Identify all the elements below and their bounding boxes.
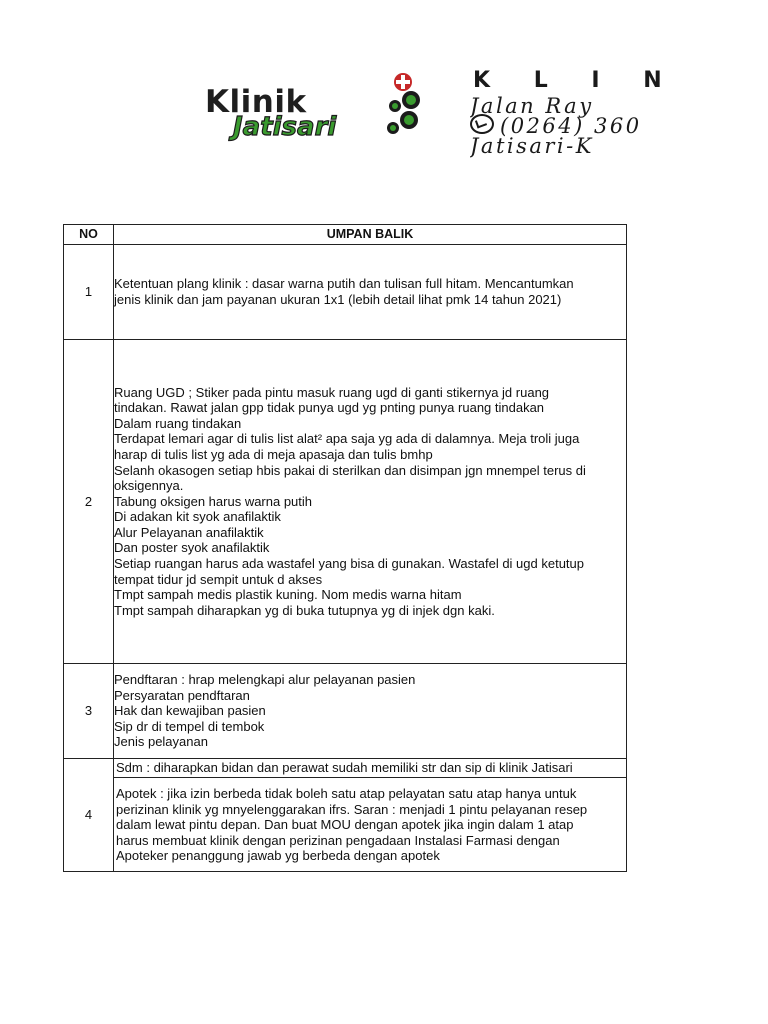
- row-feedback: [114, 759, 627, 872]
- header-no: NO: [64, 225, 114, 245]
- logo-word-jatisari: Jatisari: [233, 112, 337, 142]
- row-number: 1: [64, 245, 114, 340]
- sdm-note: [114, 759, 626, 778]
- logo-emblem-icon: [373, 72, 433, 136]
- letterhead-address: Jalan Ray: [470, 94, 594, 118]
- header-feedback: UMPAN BALIK: [114, 225, 627, 245]
- row-number: 3: [64, 664, 114, 759]
- row-feedback: [114, 245, 627, 340]
- logo-word-klinik: Klinik: [205, 84, 307, 120]
- table-row: [64, 759, 627, 872]
- letterhead-title: K L I N: [473, 68, 680, 93]
- clinic-logo: [205, 72, 445, 142]
- row-feedback: [114, 340, 627, 664]
- feedback-table: [63, 224, 627, 872]
- row-number: 4: [64, 759, 114, 872]
- table-row: [64, 664, 627, 759]
- row-feedback: [114, 664, 627, 759]
- phone-icon: [470, 114, 494, 134]
- table-header-row: [64, 225, 627, 245]
- table-row: [64, 340, 627, 664]
- feedback-text: Apotek : jika izin berbeda tidak boleh satu atap pelayatan satu atap hanya untuk perizinan klinik yg mnyelenggarakan ifrs. Saran : menjadi 1 pintu pelayanan resep dalam lewat pintu depan. Dan buat MOU dengan apotek jika ingin dalam 1 atap harus membuat klinik dengan perizinan pengadaan Instalasi Farmasi dengan Apoteker penanggung jawab yg berbeda dengan apotek: [116, 786, 588, 864]
- letterhead-city: Jatisari-K: [470, 134, 594, 158]
- letterhead-phone: (0264) 360: [500, 114, 642, 138]
- feedback-text: Pendftaran : hrap melengkapi alur pelayanan pasien Persyaratan pendftaran Hak dan kewajiban pasien Sip dr di tempel di tembok Jenis pelayanan: [114, 672, 416, 750]
- feedback-text: Ketentuan plang klinik : dasar warna putih dan tulisan full hitam. Mencantumkan jenis klinik dan jam payanan ukuran 1x1 (lebih detail lihat pmk 14 tahun 2021): [114, 276, 574, 307]
- letterhead: [470, 68, 768, 158]
- apotek-note: [114, 778, 626, 871]
- sdm-text: Sdm : diharapkan bidan dan perawat sudah memiliki str dan sip di klinik Jatisari: [116, 760, 573, 776]
- feedback-text: Ruang UGD ; Stiker pada pintu masuk ruang ugd di ganti stikernya jd ruang tindakan. Rawat jalan gpp tidak punya ugd yg pnting punya ruang tindakan Dalam ruang tindakan Terdapat lemari agar di tulis list alat² apa saja yg ada di dalamnya. Meja troli juga harap di tulis list yg ada di meja apasaja dan tulis bmhp Selanh okasogen setiap hbis pakai di sterilkan dan disimpan jgn mnempel terus di oksigennya. Tabung oksigen harus warna putih Di adakan kit syok anafilaktik Alur Pelayanan anafilaktik Dan poster syok anafilaktik Setiap ruangan harus ada wastafel yang bisa di gunakan. Wastafel di ugd ketutup tempat tidur jd sempit untuk d akses Tmpt sampah medis plastik kuning. Nom medis warna hitam Tmpt sampah diharapkan yg di buka tutupnya yg di injek dgn kaki.: [114, 384, 586, 618]
- table-row: [64, 245, 627, 340]
- row-number: 2: [64, 340, 114, 664]
